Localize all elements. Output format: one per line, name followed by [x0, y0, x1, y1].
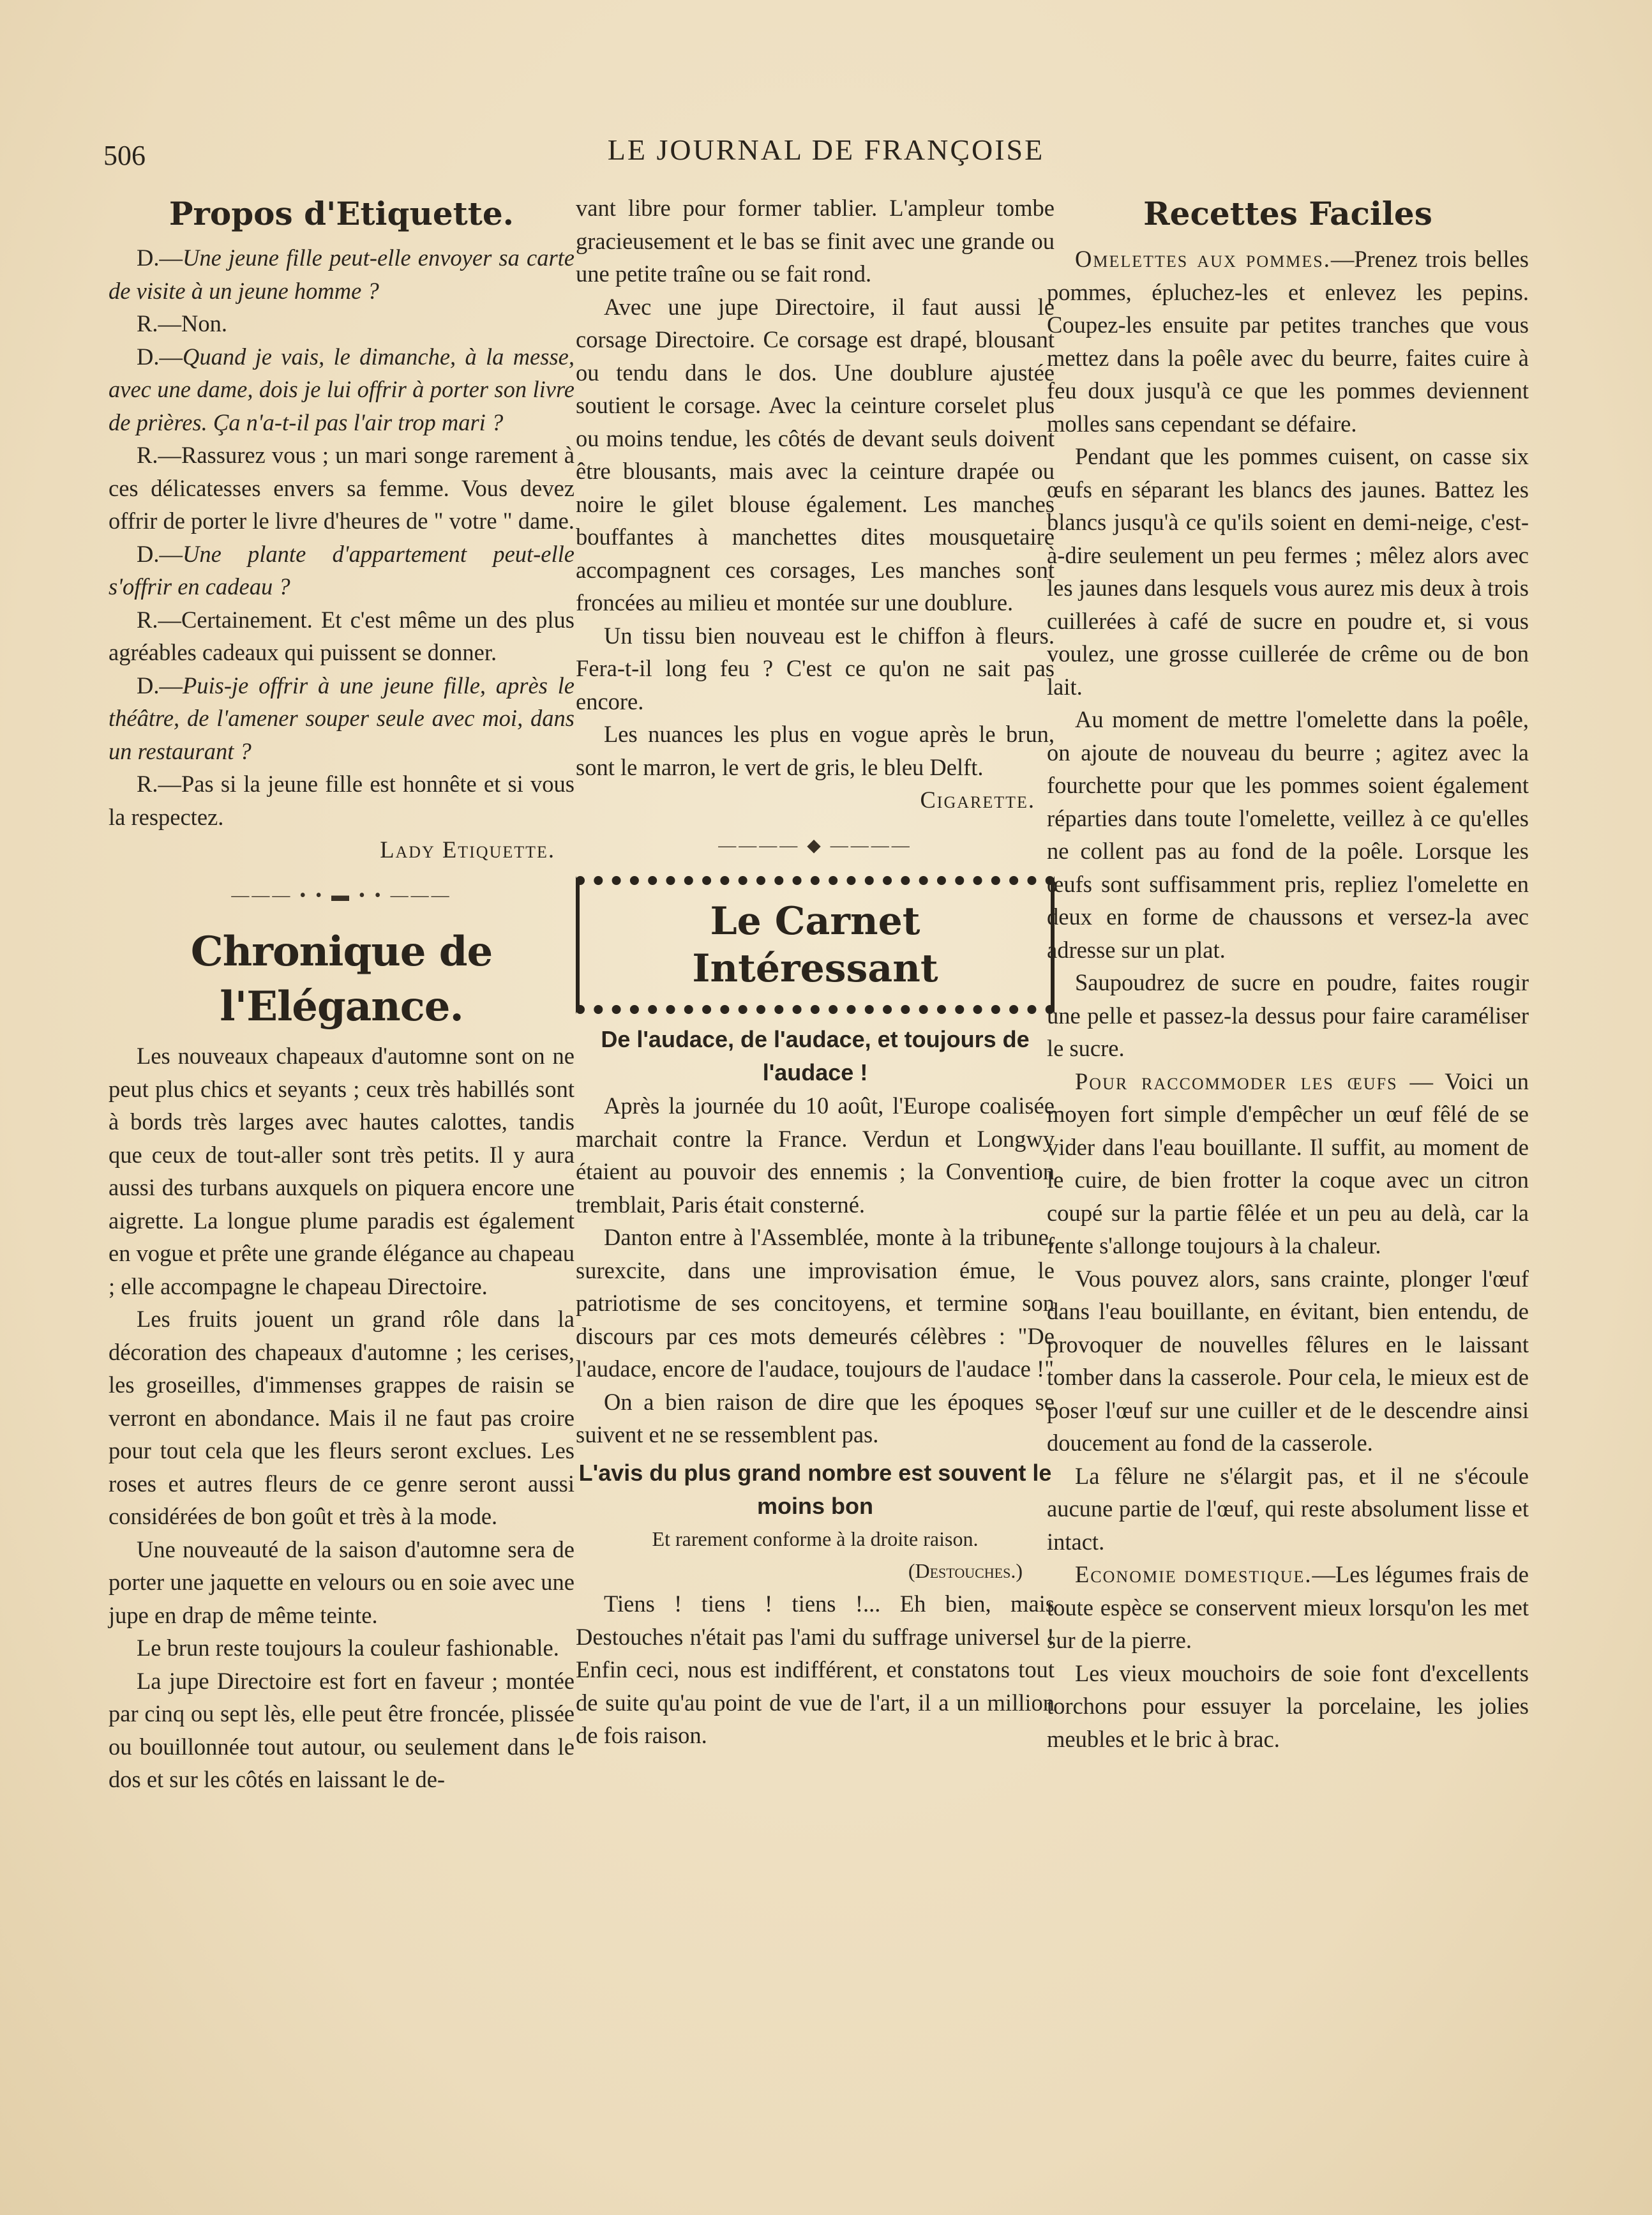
ornament-divider: ———— ◆ ————: [718, 835, 912, 856]
qa-item: R.—Non.: [137, 310, 227, 336]
chronique-paragraph: La jupe Directoire est fort en faveur ; montée par cinq ou sept lès, elle peut être froncée, plissée ou bouillonnée tout autour, ou seulement dans le dos et sur les côtés en laissant le de-: [109, 1667, 574, 1792]
avis-attribution: (Destouches.): [908, 1559, 1023, 1582]
propos-title: Propos d'Etiquette.: [169, 195, 514, 232]
propos-signature: Lady Etiquette.: [380, 836, 555, 863]
chronique-continuation: Avec une jupe Directoire, il faut aussi le corsage Directoire. Ce corsage est drapé, blousant ou tendu dans le dos. Une doublure ajustée soutient le corsage. Avec la ceinture corselet plus ou moins tendue, les côtés de devant seuls doivent être blousants, mais avec la ceinture drapée ou noire le gilet blouse également. Les manches bouffantes à manchettes dites mousquetaire accompagnent ces corsages, Les manches sont froncées au milieu et montée sur une doublure.: [576, 293, 1055, 616]
qa-item: D.—Quand je vais, le dimanche, à la messe, avec une dame, dois je lui offrir à porter son livre de prières. Ça n'a-t-il pas l'air trop mari ?: [109, 343, 574, 435]
recettes-title: Recettes Faciles: [1143, 195, 1432, 232]
oeufs-paragraph: Vous pouvez alors, sans crainte, plonger l'œuf dans l'eau bouillante, en évitant, bien entendu, de provoquer de nouvelles fêlures en le laissant tomber dans la casserole. Pour cela, le mieux est de poser l'œuf sur une cuiller et de le descendre ainsi doucement au fond de la casserole.: [1047, 1265, 1529, 1456]
oeufs-paragraph: Pour raccommoder les œufs — Voici un moyen fort simple d'empêcher un œuf fêlé de se vider dans l'eau bouillante. Il suffit, au moment de le cuire, de bien frotter la coque avec un citron coupé sur la partie fêlée et un peu au delà, car la fente s'allonge toujours à la chaleur.: [1047, 1068, 1529, 1259]
chronique-title: Chronique de l'Elégance.: [190, 928, 493, 1031]
avis-paragraph: Tiens ! tiens ! tiens !... Eh bien, mais Destouches n'était pas l'ami du suffrage universel ! Enfin ceci, nous est indifférent, et constatons tout de suite qu'au point de vue de l'art, il a un million de fois raison.: [576, 1591, 1055, 1748]
column-right: [1047, 192, 1529, 1755]
omelette-paragraph: Saupoudrez de sucre en poudre, faites rougir une pelle et passez-la dessus pour faire caraméliser le sucre.: [1047, 969, 1529, 1061]
chronique-signature: Cigarette.: [920, 787, 1035, 813]
chronique-paragraph: Les fruits jouent un grand rôle dans la décoration des chapeaux d'automne ; les cerises, les groseilles, d'immenses grappes de raisin se verront en abondance. Mais il ne faut pas croire pour tout cela que les fleurs seront exclues. Les roses et autres fleurs de ce genre seront aussi considérées de bon goût et très à la mode.: [109, 1306, 574, 1529]
carnet-banner: Le Carnet Intéressant: [576, 876, 1055, 1014]
qa-item: D.—Une jeune fille peut-elle envoyer sa carte de visite à un jeune homme ?: [109, 245, 574, 304]
omelette-paragraph: Au moment de mettre l'omelette dans la poêle, on ajoute de nouveau du beurre ; agitez avec la fourchette pour que les pommes soient également réparties dans toute l'omelette, veillez à ce qu'elles ne collent pas au fond de la poêle. Lorsque les œufs sont suffisamment pris, repliez l'omelette en deux en forme de chaussons et versez-la avec adresse sur un plat.: [1047, 706, 1529, 963]
qa-item: D.—Une plante d'appartement peut-elle s'offrir en cadeau ?: [109, 540, 574, 600]
qa-item: R.—Certainement. Et c'est même un des plus agréables cadeaux qui puissent se donner.: [109, 606, 574, 665]
qa-item: R.—Rassurez vous ; un mari songe rarement à ces délicatesses envers sa femme. Vous devez offrir de porter le livre d'heures de " votre " dame.: [109, 442, 574, 534]
economie-paragraph: Economie domestique.—Les légumes frais de toute espèce se conservent mieux lorsqu'on les met sur de la pierre.: [1047, 1561, 1529, 1653]
chronique-paragraph: Une nouveauté de la saison d'automne sera de porter une jaquette en velours ou en soie avec une jupe en drap de même teinte.: [109, 1536, 574, 1628]
qa-item: R.—Pas si la jeune fille est honnête et si vous la respectez.: [109, 771, 574, 830]
column-left: [109, 192, 574, 1796]
page-number: 506: [103, 140, 146, 171]
oeufs-paragraph: La fêlure ne s'élargit pas, et il ne s'écoule aucune partie de l'œuf, qui reste absolument lisse et intact.: [1047, 1462, 1529, 1555]
omelette-paragraph: Omelettes aux pommes.—Prenez trois belles pommes, épluchez-les et enlevez les pepins. Coupez-les ensuite par petites tranches que vous mettez dans la poêle avec du beurre, faites cuire à feu doux jusqu'à ce que les pommes deviennent molles sans cependant se défaire.: [1047, 246, 1529, 437]
economie-lead: Economie domestique.: [1075, 1561, 1312, 1587]
chronique-continuation: vant libre pour former tablier. L'ampleur tombe gracieusement et le bas se finit avec une grande ou une petite traîne ou se fait rond.: [576, 195, 1055, 287]
oeufs-lead: Pour raccommoder les œufs: [1075, 1068, 1398, 1094]
avis-subtitle: L'avis du plus grand nombre est souvent le moins bon: [578, 1459, 1052, 1519]
qa-list: [109, 241, 574, 833]
column-middle: [576, 192, 1055, 1752]
chronique-continuation: Les nuances les plus en vogue après le brun, sont le marron, le vert de gris, le bleu Delft.: [576, 721, 1055, 780]
qa-item: D.—Puis-je offrir à une jeune fille, après le théâtre, de l'amener souper seule avec moi, dans un restaurant ?: [109, 672, 574, 764]
chronique-continuation: Un tissu bien nouveau est le chiffon à fleurs. Fera-t-il long feu ? C'est ce qu'on ne sait pas encore.: [576, 622, 1055, 714]
journal-title: LE JOURNAL DE FRANÇOISE: [607, 133, 1045, 166]
economie-paragraph: Les vieux mouchoirs de soie font d'excellents torchons pour essuyer la porcelaine, les jolies meubles et le bric à brac.: [1047, 1659, 1529, 1752]
omelette-lead: Omelettes aux pommes.: [1075, 246, 1331, 272]
audace-paragraph: Après la journée du 10 août, l'Europe coalisée marchait contre la France. Verdun et Longwy étaient au pouvoir des ennemis ; la Convention tremblait, Paris était consterné.: [576, 1092, 1055, 1218]
audace-paragraph: Danton entre à l'Assemblée, monte à la tribune, surexcite, dans une improvisation émue, le patriotisme de ses concitoyens, et termine son discours par ces mots demeurés célèbres : "De l'audace, encore de l'audace, toujours de l'audace !": [576, 1224, 1055, 1382]
chronique-paragraph: Les nouveaux chapeaux d'automne sont on ne peut plus chics et seyants ; ceux très habillés sont à bords très larges avec hautes calottes, tandis que ceux de tout-aller sont très petits. Il y aura aussi des turbans auxquels on piquera encore une aigrette. La longue plume paradis est également en vogue et prête une grande élégance au chapeau ; elle accompagne le chapeau Directoire.: [109, 1043, 574, 1299]
chronique-paragraph: Le brun reste toujours la couleur fashionable.: [137, 1635, 559, 1661]
avis-quote: Et rarement conforme à la droite raison.: [652, 1527, 979, 1550]
omelette-paragraph: Pendant que les pommes cuisent, on casse six œufs en séparant les blancs des jaunes. Battez les blancs jusqu'à ce qu'ils soient en demi-neige, c'est-à-dire seulement un peu fermes ; mêlez alors avec les jaunes dans lesquels vous aurez mis deux à trois cuillerées à café de sucre en poudre et, si vous voulez, une grosse cuillerée de crême ou de bon lait.: [1047, 443, 1529, 700]
audace-subtitle: De l'audace, de l'audace, et toujours de l'audace !: [601, 1026, 1030, 1085]
audace-paragraph: On a bien raison de dire que les époques se suivent et ne se ressemblent pas.: [576, 1388, 1055, 1448]
ornament-divider: ——— • • ▬ • • ———: [231, 885, 452, 905]
